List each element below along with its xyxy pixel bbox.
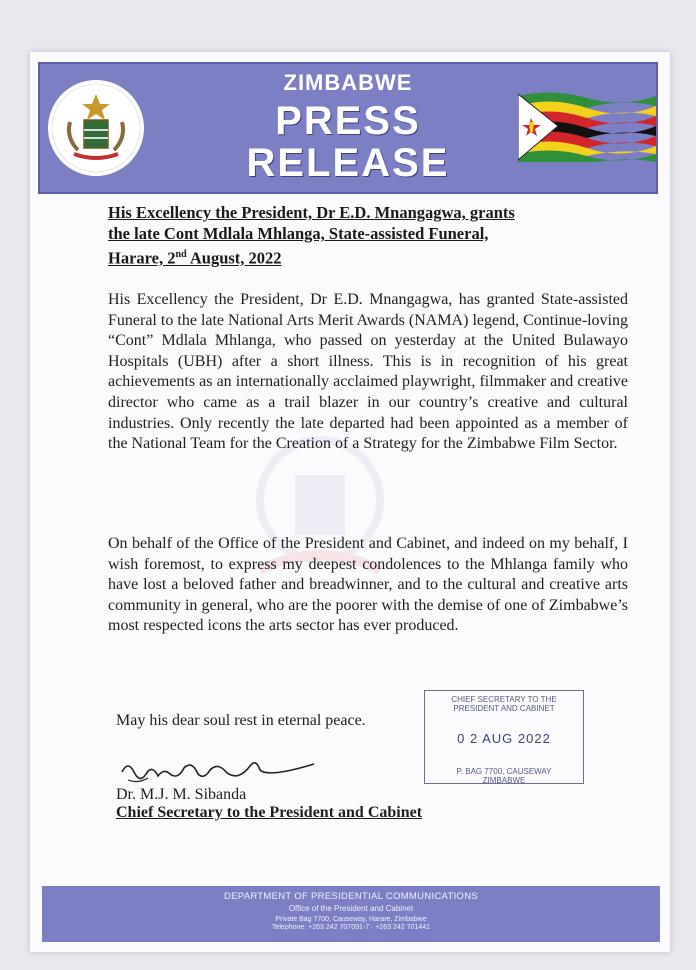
coat-of-arms-seal (48, 80, 144, 176)
official-date-stamp (424, 690, 584, 784)
stamp-footer (425, 767, 583, 785)
zimbabwe-flag-icon (518, 92, 656, 162)
heading-date-rest: August, 2022 (186, 248, 282, 268)
banner-title-line1: PRESS (275, 99, 421, 143)
stamp-line-3: P. BAG 7700, CAUSEWAY (456, 767, 552, 776)
footer-telephone: Telephone: +263 242 707091-7 · +263 242 701441 (271, 924, 431, 931)
footer-department: DEPARTMENT OF PRESIDENTIAL COMMUNICATIONS (223, 891, 479, 902)
heading-date-prefix: Harare, 2 (108, 248, 176, 268)
footer-address: Private Bag 7700, Causeway, Harare, Zimbabwe (275, 916, 427, 923)
signatory-title: Chief Secretary to the President and Cabinet (116, 804, 423, 821)
document-footer (42, 886, 660, 942)
footer-office: Office of the President and Cabinet (288, 904, 414, 913)
heading-line-3 (108, 244, 628, 269)
heading-date-suffix-sup: nd (175, 249, 187, 260)
body-paragraph-2: On behalf of the Office of the President and Cabinet, and indeed on my behalf, I wish foremost, to express my deepest condolences to the Mhlanga family who have lost a beloved father and breadwinner, and to the cultural and creative arts community in general, who are the poorer with the demise of one of Zimbabwe’s most respected icons the arts sector has ever produced. (108, 535, 628, 635)
footer-contact (42, 916, 660, 932)
heading-line-1: His Excellency the President, Dr E.D. Mnangagwa, grants (108, 203, 515, 222)
body-paragraph-1: His Excellency the President, Dr E.D. Mnangagwa, has granted State-assisted Funeral to the late National Arts Merit Awards (NAMA) legend, Continue-loving “Cont” Mdlala Mhlanga, who passed on yesterday at the United Bulawayo Hospitals (UBH) after a short illness. This is in recognition of his great achievements as an internationally acclaimed playwright, filmmaker and creative director who came as a trail blazer in our country’s creative and cultural industries. Only recently the late departed had been appointed as a member of the National Team for the Creation of a Strategy for the Zimbabwe Film Sector. (108, 291, 628, 453)
stamp-line-2: PRESIDENT AND CABINET (453, 704, 555, 713)
press-release-heading (108, 202, 628, 269)
coat-of-arms-icon (48, 80, 144, 176)
banner-title-line2: RELEASE (246, 141, 450, 185)
stamp-date: 0 2 AUG 2022 (457, 731, 551, 746)
heading-line-2: the late Cont Mdlala Mhlanga, State-assisted Funeral, (108, 224, 489, 243)
stamp-line-1: CHIEF SECRETARY TO THE (451, 695, 557, 704)
stamp-line-4: ZIMBABWE (482, 776, 526, 785)
stamp-header (425, 695, 583, 713)
signatory-name: Dr. M.J. M. Sibanda (116, 786, 247, 803)
closing-line: May his dear soul rest in eternal peace. (116, 712, 366, 729)
handwritten-signature-icon (118, 750, 318, 790)
country-name: ZIMBABWE (283, 70, 413, 95)
